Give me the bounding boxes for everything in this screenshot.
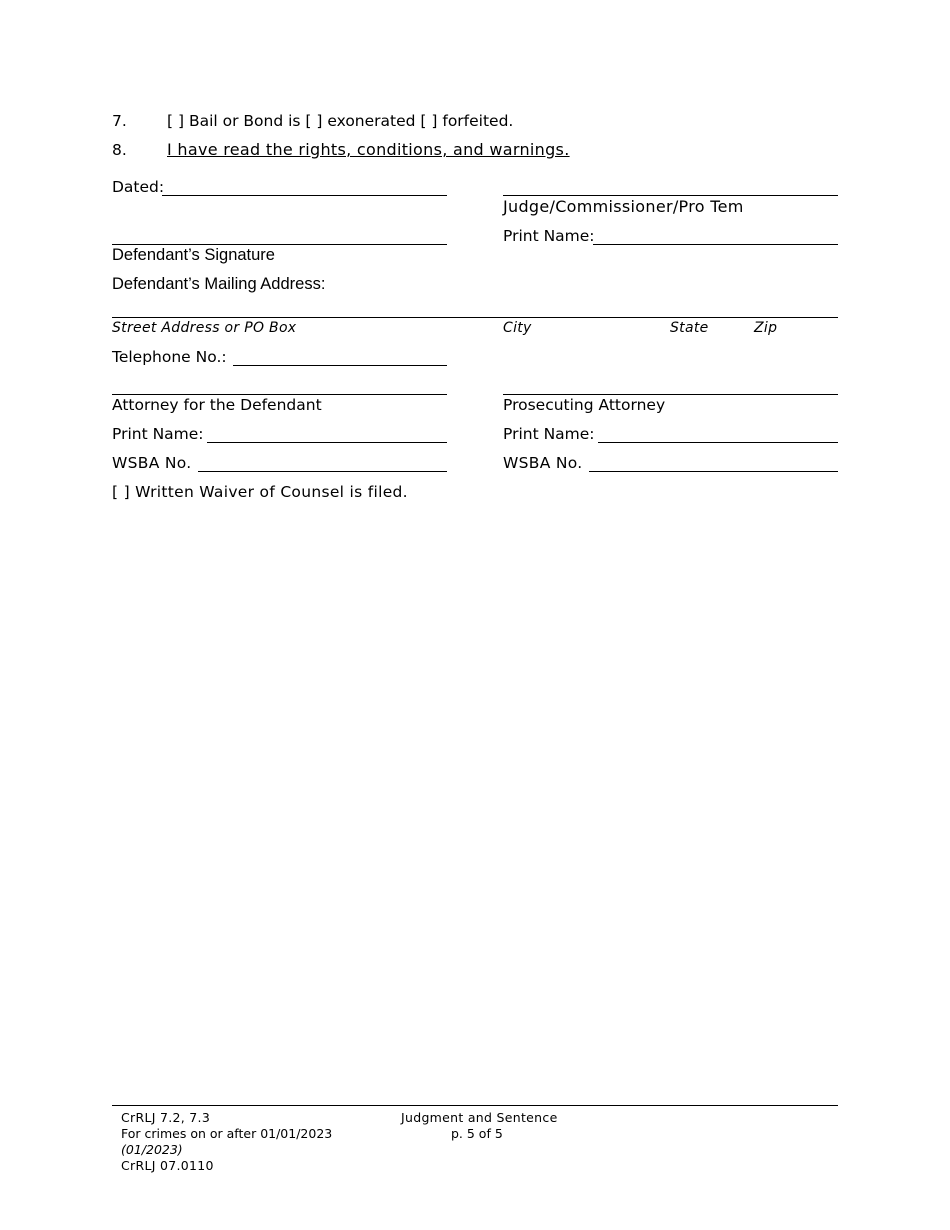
dated-field-line[interactable] bbox=[162, 195, 447, 196]
city-label: City bbox=[503, 320, 532, 336]
waiver-of-counsel-text: [ ] Written Waiver of Counsel is filed. bbox=[112, 483, 408, 501]
defense-attorney-label: Attorney for the Defendant bbox=[112, 396, 322, 414]
prosecutor-wsba-label: WSBA No. bbox=[503, 454, 583, 472]
footer-document-title: Judgment and Sentence bbox=[401, 1110, 558, 1125]
defendant-signature-label: Defendant’s Signature bbox=[112, 246, 275, 264]
prosecuting-attorney-signature-line[interactable] bbox=[503, 394, 838, 395]
prosecutor-print-name-label: Print Name: bbox=[503, 425, 595, 443]
defendant-mailing-address-label: Defendant’s Mailing Address: bbox=[112, 275, 326, 293]
street-address-label: Street Address or PO Box bbox=[112, 320, 297, 336]
prosecuting-attorney-label: Prosecuting Attorney bbox=[503, 396, 666, 414]
defense-attorney-signature-line[interactable] bbox=[112, 394, 447, 395]
footer-revision: (01/2023) bbox=[121, 1142, 183, 1157]
defendant-signature-line[interactable] bbox=[112, 244, 447, 245]
item-7-number: 7. bbox=[112, 112, 127, 130]
dated-label: Dated: bbox=[112, 178, 165, 196]
zip-label: Zip bbox=[754, 320, 778, 336]
footer-form-number: CrRLJ 07.0110 bbox=[121, 1158, 214, 1173]
judge-print-name-label: Print Name: bbox=[503, 227, 595, 245]
footer-rule-citation: CrRLJ 7.2, 7.3 bbox=[121, 1110, 211, 1125]
item-8-number: 8. bbox=[112, 141, 127, 159]
item-8-acknowledgement: I have read the rights, conditions, and warnings. bbox=[167, 140, 570, 159]
judge-signature-line[interactable] bbox=[503, 195, 838, 196]
prosecutor-wsba-line[interactable] bbox=[589, 471, 838, 472]
state-label: State bbox=[670, 320, 709, 336]
defense-print-name-label: Print Name: bbox=[112, 425, 204, 443]
footer-rule bbox=[112, 1105, 838, 1106]
defense-wsba-line[interactable] bbox=[198, 471, 447, 472]
defense-wsba-label: WSBA No. bbox=[112, 454, 192, 472]
footer-page-number: p. 5 of 5 bbox=[451, 1126, 503, 1141]
judge-signature-label: Judge/Commissioner/Pro Tem bbox=[503, 197, 744, 216]
judge-print-name-line[interactable] bbox=[593, 244, 838, 245]
telephone-line[interactable] bbox=[233, 365, 447, 366]
prosecutor-print-name-line[interactable] bbox=[598, 442, 838, 443]
mailing-address-line[interactable] bbox=[112, 317, 838, 318]
defense-print-name-line[interactable] bbox=[207, 442, 447, 443]
telephone-label: Telephone No.: bbox=[112, 348, 227, 366]
footer-applicability: For crimes on or after 01/01/2023 bbox=[121, 1126, 333, 1141]
item-7-bail-bond-text: [ ] Bail or Bond is [ ] exonerated [ ] forfeited. bbox=[167, 112, 514, 130]
